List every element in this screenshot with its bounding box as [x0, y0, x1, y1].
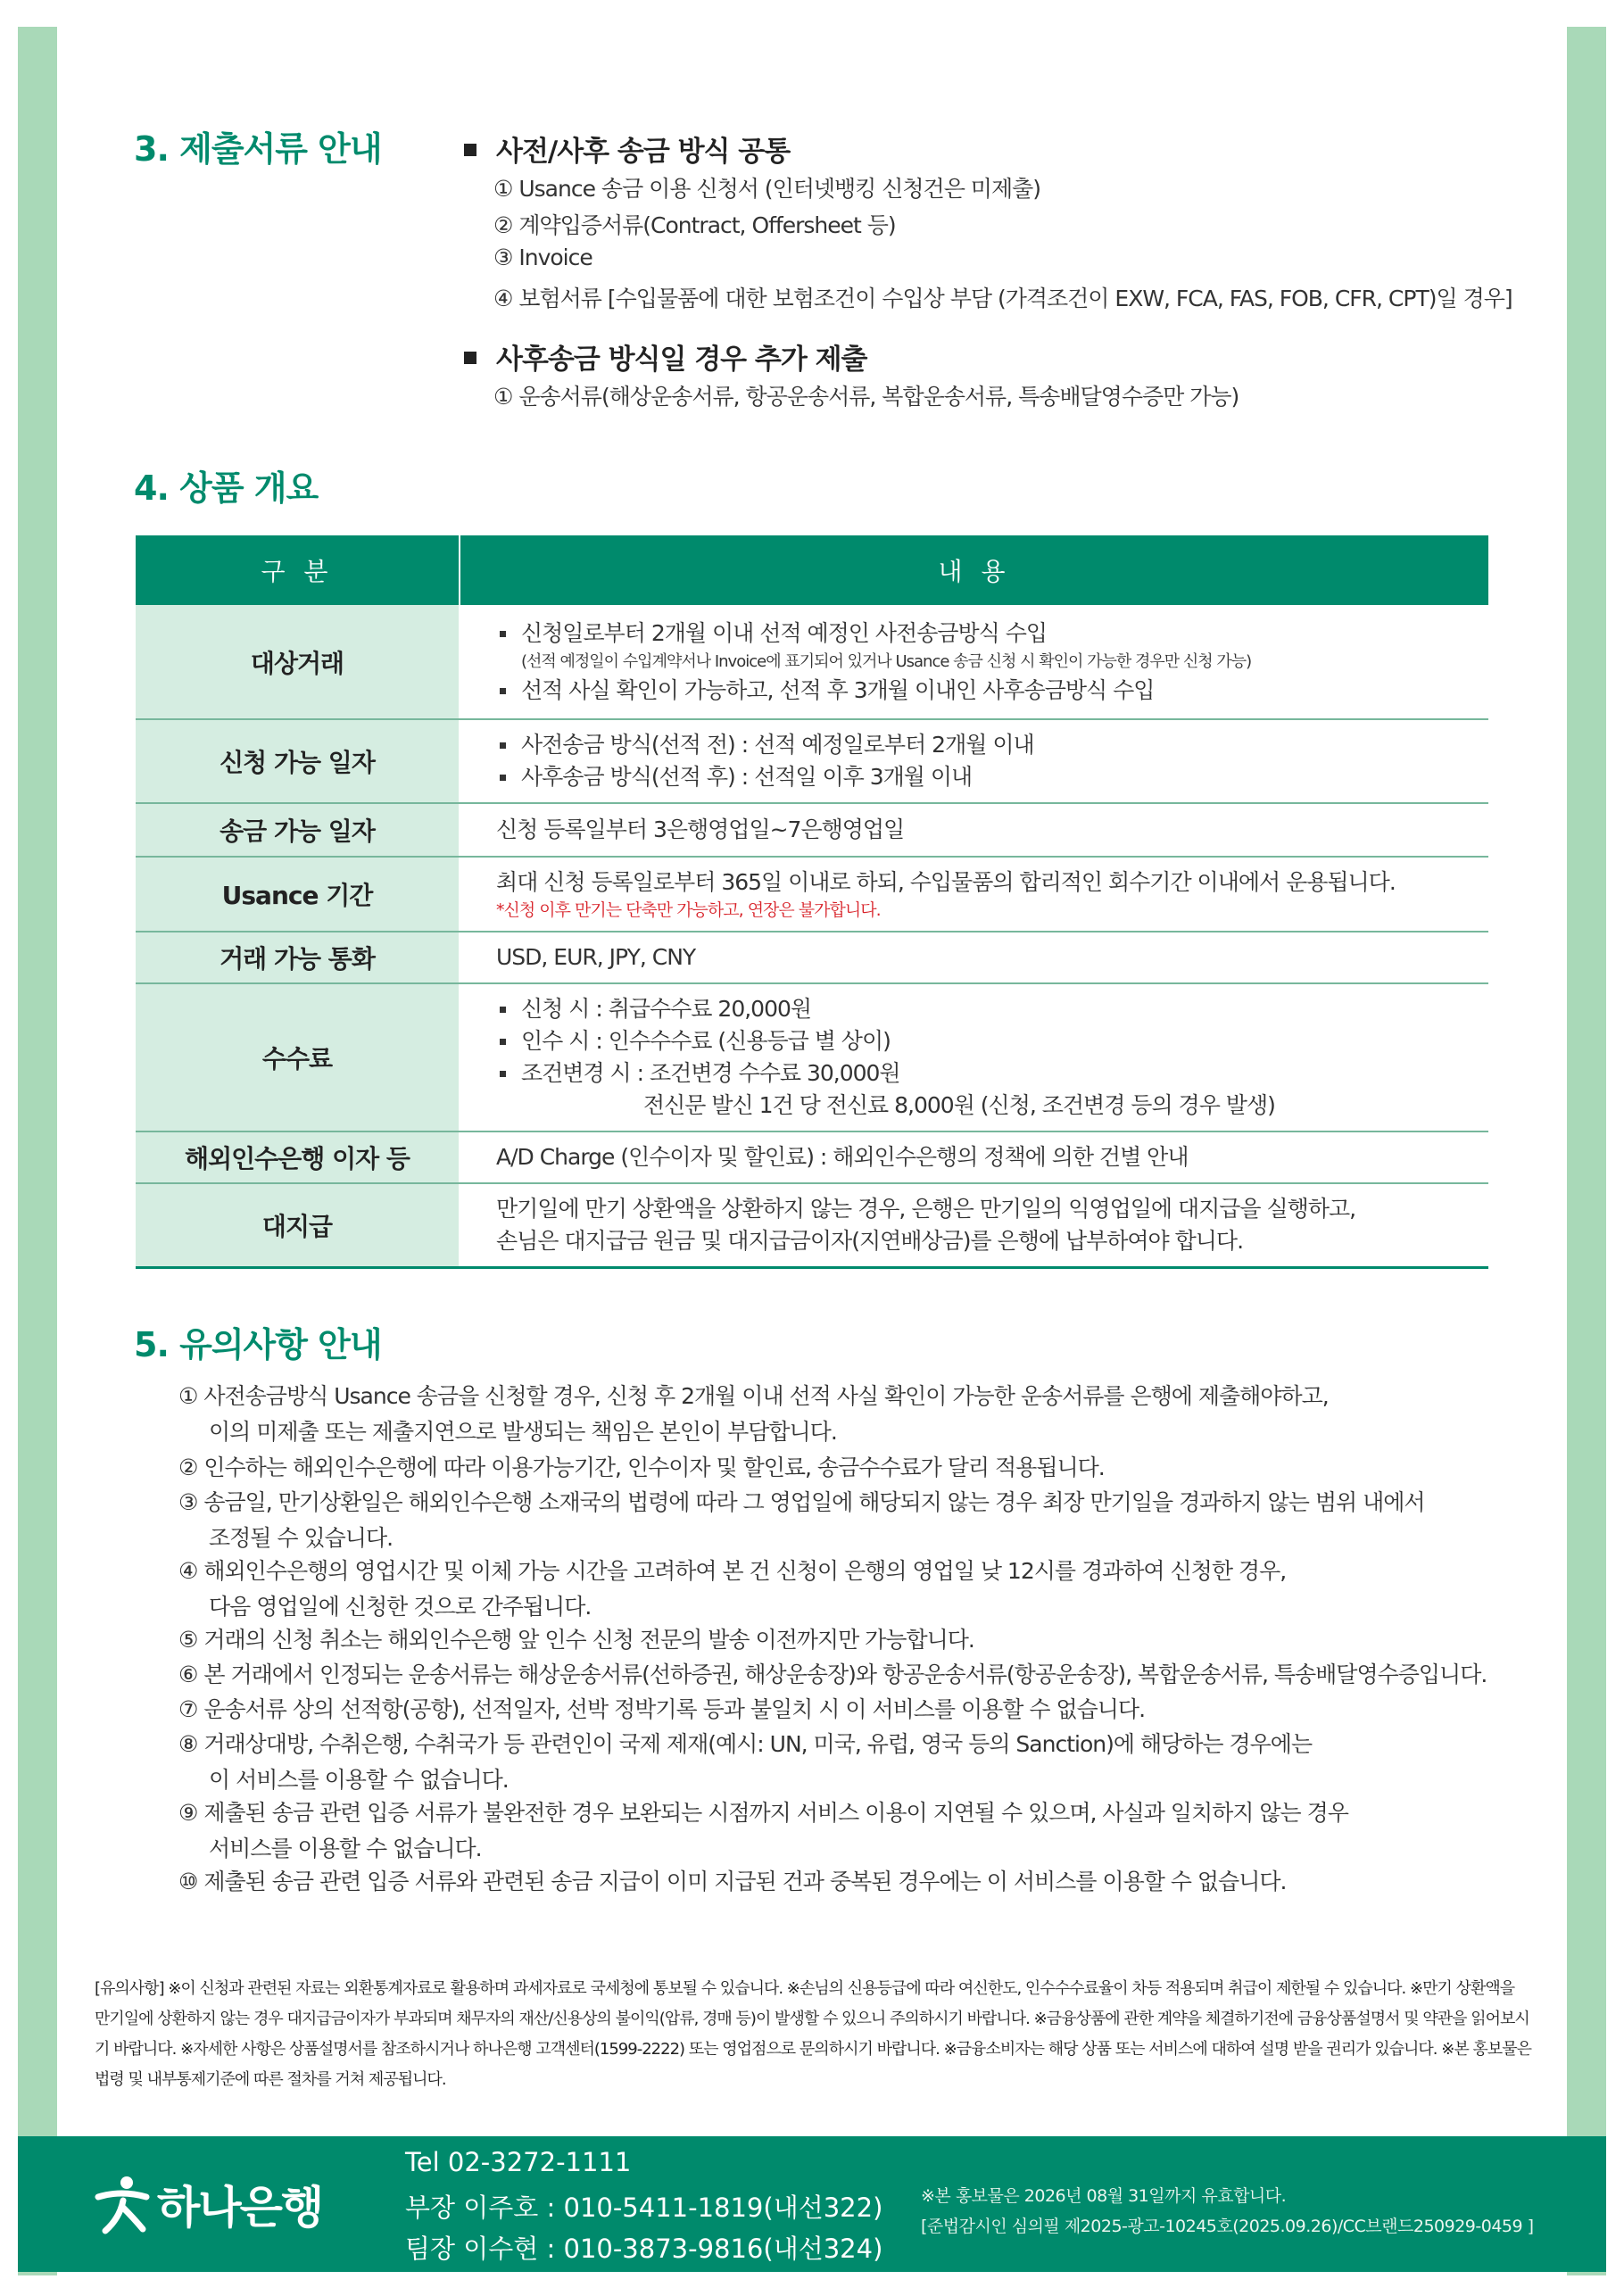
- contact-manager: 부장 이주호 : 010-5411-1819(내선322): [405, 2192, 883, 2223]
- row-label: 거래 가능 통화: [136, 932, 460, 983]
- left-decor-bar: [18, 27, 57, 2275]
- bank-logo-text: 하나은행: [157, 2182, 323, 2234]
- post-docs-heading: [464, 336, 866, 377]
- notice-item: [178, 1864, 1286, 1900]
- table-row: [136, 932, 1488, 983]
- legal-disclaimer: [유의사항] ※이 신청과 관련된 자료는 외환통계자료로 활용하며 과세자료로 국세청에 통보될 수 있습니다. ※손님의 신용등급에 따라 여신한도, 인수수수료율이 차등 적용되며 취급이 제한될 수 있습니다. ※만기 상환액을 만기일에 상환하지 않는 경우 대지급금이자가 부과되며 채무자의 재산/신용상의 불이익(압류, 경매 등)이 발생할 수 있으니 주의하시기 바랍니다. ※금융상품에 관한 계약을 체결하기전에 금융상품설명서 및 약관을 읽어보시기 바랍니다. ※자세한 사항은 상품설명서를 참조하시거나 하나은행 고객센터(1599-2222) 또는 영업점으로 문의하시기 바랍니다. ※금융소비자는 해당 상품 또는 서비스에 대하여 설명 받을 권리가 있습니다. ※본 홍보물은 법령 및 내부통제기준에 따른 절차를 거쳐 제공됩니다.: [95, 1979, 1531, 2089]
- row-content: [460, 719, 1488, 803]
- row-line: 신청 시 : 취급수수료 20,000원: [496, 993, 1488, 1025]
- notice-item: [178, 1657, 1487, 1693]
- notice-item: [178, 1450, 1105, 1486]
- row-line: 사후송금 방식(선적 후) : 선적일 이후 3개월 이내: [496, 761, 1488, 793]
- compliance-code: [준법감시인 심의필 제2025-광고-10245호(2025.09.26)/CC브랜드250929-0459 ]: [921, 2217, 1534, 2236]
- row-label: 해외인수은행 이자 등: [136, 1131, 460, 1183]
- notice-line: ① 사전송금방식 Usance 송금을 신청할 경우, 신청 후 2개월 이내 선적 사실 확인이 가능한 운송서류를 은행에 제출해야하고,: [178, 1383, 1329, 1409]
- doc-item: ② 계약입증서류(Contract, Offersheet 등): [493, 212, 896, 238]
- doc-item: ④ 보험서류 [수입물품에 대한 보험조건이 수입상 부담 (가격조건이 EXW, FCA, FAS, FOB, CFR, CPT)일 경우]: [493, 286, 1512, 311]
- promo-validity: ※본 홍보물은 2026년 08월 31일까지 유효합니다.: [921, 2186, 1287, 2206]
- column-header-content: 내 용: [460, 535, 1488, 605]
- row-label: 대지급: [136, 1183, 460, 1268]
- row-line: 만기일에 만기 상환액을 상환하지 않는 경우, 은행은 만기일의 익영업일에 대지급을 실행하고,: [496, 1196, 1356, 1222]
- row-content: [460, 932, 1488, 983]
- notice-line: 조정될 수 있습니다.: [209, 1525, 394, 1551]
- tel-number: Tel 02-3272-1111: [405, 2147, 632, 2177]
- row-line: 선적 사실 확인이 가능하고, 선적 후 3개월 이내인 사후송금방식 수입: [496, 675, 1488, 707]
- common-docs-heading: [464, 128, 790, 169]
- row-line: 손님은 대지급금 원금 및 대지급금이자(지연배상금)를 은행에 납부하여야 합니다.: [496, 1228, 1244, 1254]
- post-docs-heading-text: 사후송금 방식일 경우 추가 제출: [496, 344, 867, 376]
- table-row: [136, 857, 1488, 932]
- square-bullet-icon: [464, 352, 476, 364]
- notice-item: [178, 1622, 974, 1658]
- notice-line: ⑧ 거래상대방, 수취은행, 수취국가 등 관련인이 국제 제재(예시: UN, 미국, 유럽, 영국 등의 Sanction)에 해당하는 경우에는: [178, 1731, 1313, 1757]
- notice-line: ⑩ 제출된 송금 관련 입증 서류와 관련된 송금 지급이 이미 지급된 건과 중복된 경우에는 이 서비스를 이용할 수 없습니다.: [178, 1869, 1287, 1894]
- notice-line: ⑨ 제출된 송금 관련 입증 서류가 불완전한 경우 보완되는 시점까지 서비스 이용이 지연될 수 있으며, 사실과 일치하지 않는 경우: [178, 1800, 1348, 1826]
- notice-line: ③ 송금일, 만기상환일은 해외인수은행 소재국의 법령에 따라 그 영업일에 해당되지 않는 경우 최장 만기일을 경과하지 않는 범위 내에서: [178, 1489, 1425, 1515]
- row-line: 신청일로부터 2개월 이내 선적 예정인 사전송금방식 수입: [496, 618, 1488, 650]
- row-content: [460, 1131, 1488, 1183]
- notice-line: ⑤ 거래의 신청 취소는 해외인수은행 앞 인수 신청 전문의 발송 이전까지만 가능합니다.: [178, 1627, 974, 1653]
- row-content: [460, 1183, 1488, 1268]
- table-row: [136, 983, 1488, 1131]
- row-label: 신청 가능 일자: [136, 719, 460, 803]
- row-line: 조건변경 시 : 조건변경 수수료 30,000원: [496, 1057, 1488, 1090]
- notice-line: ② 인수하는 해외인수은행에 따라 이용가능기간, 인수이자 및 할인료, 송금수수료가 달리 적용됩니다.: [178, 1455, 1105, 1480]
- column-header-category: 구 분: [136, 535, 460, 605]
- notice-line: 서비스를 이용할 수 없습니다.: [209, 1836, 482, 1861]
- row-line: USD, EUR, JPY, CNY: [496, 944, 696, 970]
- hana-bank-logo-icon: [93, 2174, 150, 2236]
- notice-item: [178, 1727, 1312, 1798]
- notice-item: [178, 1554, 1286, 1625]
- table-header-row: [136, 535, 1488, 605]
- row-warning-line: *신청 이후 만기는 단축만 가능하고, 연장은 불가합니다.: [496, 900, 881, 920]
- table-row: [136, 1131, 1488, 1183]
- notice-line: ⑦ 운송서류 상의 선적항(공항), 선적일자, 선박 정박기록 등과 불일치 시 이 서비스를 이용할 수 없습니다.: [178, 1696, 1146, 1722]
- right-decor-bar: [1567, 27, 1606, 2275]
- row-label: Usance 기간: [136, 857, 460, 932]
- notice-item: [178, 1692, 1145, 1728]
- row-content: [460, 983, 1488, 1131]
- section3-title: 3. 제출서류 안내: [134, 129, 382, 169]
- notice-item: [178, 1379, 1329, 1450]
- footer-bar: [18, 2136, 1606, 2272]
- row-line: (선적 예정일이 수입계약서나 Invoice에 표기되어 있거나 Usance 송금 신청 시 확인이 가능한 경우만 신청 가능): [521, 651, 1252, 671]
- doc-item: ① Usance 송금 이용 신청서 (인터넷뱅킹 신청건은 미제출): [493, 176, 1041, 202]
- row-line: A/D Charge (인수이자 및 할인료) : 해외인수은행의 정책에 의한 건별 안내: [496, 1144, 1189, 1170]
- notice-line: 이 서비스를 이용할 수 없습니다.: [209, 1767, 509, 1793]
- contact-team-lead: 팀장 이수현 : 010-3873-9816(내선324): [405, 2234, 883, 2264]
- notice-line: ⑥ 본 거래에서 인정되는 운송서류는 해상운송서류(선하증권, 해상운송장)와 항공운송서류(항공운송장), 복합운송서류, 특송배달영수증입니다.: [178, 1662, 1487, 1687]
- notice-line: ④ 해외인수은행의 영업시간 및 이체 가능 시간을 고려하여 본 건 신청이 은행의 영업일 낮 12시를 경과하여 신청한 경우,: [178, 1558, 1287, 1584]
- row-label: 대상거래: [136, 605, 460, 719]
- notice-line: 이의 미제출 또는 제출지연으로 발생되는 책임은 본인이 부담합니다.: [209, 1419, 837, 1445]
- table-row: [136, 719, 1488, 803]
- row-line: 신청 등록일부터 3은행영업일~7은행영업일: [496, 816, 905, 842]
- row-line: 사전송금 방식(선적 전) : 선적 예정일로부터 2개월 이내: [496, 729, 1488, 761]
- table-row: [136, 1183, 1488, 1268]
- section5-title: 5. 유의사항 안내: [134, 1325, 382, 1364]
- product-overview-table: [136, 535, 1488, 1269]
- row-content: [460, 803, 1488, 857]
- doc-item: ① 운송서류(해상운송서류, 항공운송서류, 복합운송서류, 특송배달영수증만 가능): [493, 384, 1239, 410]
- row-line: 인수 시 : 인수수수료 (신용등급 별 상이): [496, 1025, 1488, 1057]
- section4-title: 4. 상품 개요: [134, 468, 319, 508]
- notice-item: [178, 1795, 1348, 1867]
- table-row: [136, 605, 1488, 719]
- notice-item: [178, 1485, 1425, 1556]
- table-row: [136, 803, 1488, 857]
- square-bullet-icon: [464, 144, 476, 156]
- row-content: [460, 605, 1488, 719]
- row-line: 최대 신청 등록일로부터 365일 이내로 하되, 수입물품의 합리적인 회수기간 이내에서 운용됩니다.: [496, 869, 1396, 895]
- notice-line: 다음 영업일에 신청한 것으로 간주됩니다.: [209, 1594, 592, 1620]
- common-docs-heading-text: 사전/사후 송금 방식 공통: [496, 136, 791, 168]
- doc-item: ③ Invoice: [493, 245, 592, 270]
- row-content: [460, 857, 1488, 932]
- row-label: 수수료: [136, 983, 460, 1131]
- row-label: 송금 가능 일자: [136, 803, 460, 857]
- row-line: 전신문 발신 1건 당 전신료 8,000원 (신청, 조건변경 등의 경우 발생): [643, 1092, 1275, 1118]
